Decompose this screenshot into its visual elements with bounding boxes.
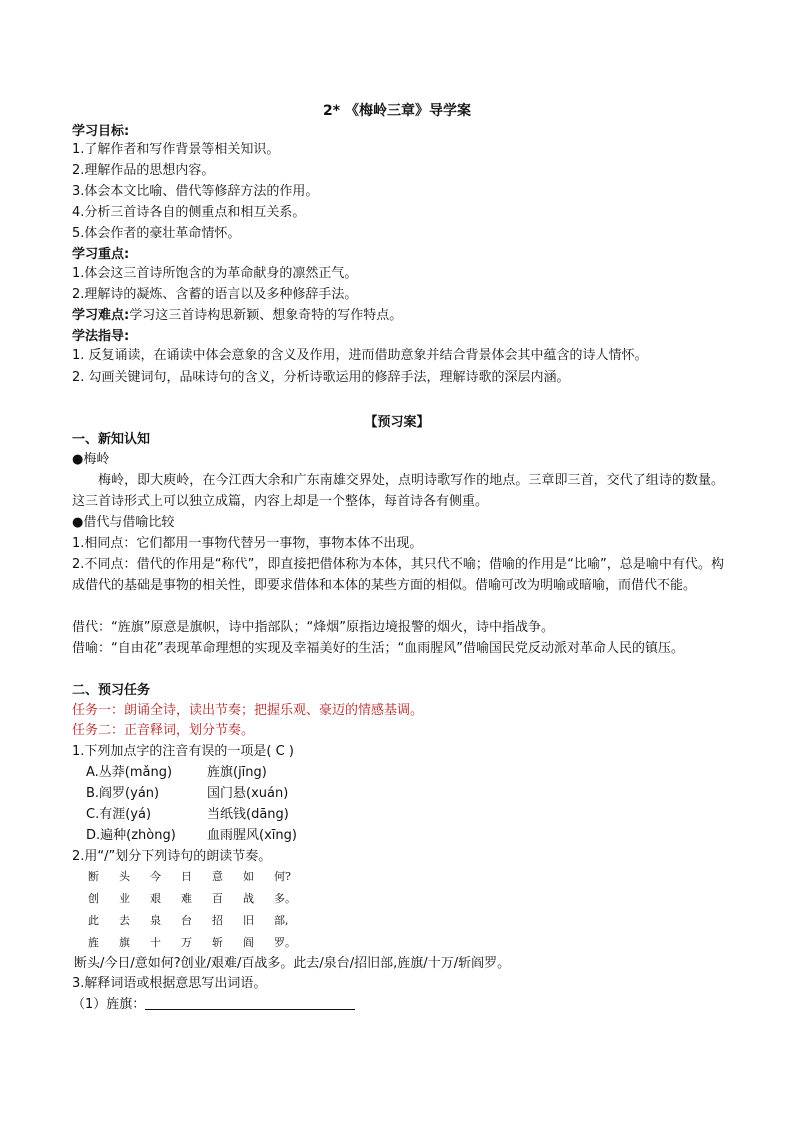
poem-char: 多。	[274, 892, 296, 905]
poem-char: 日	[181, 870, 192, 883]
question-two: 2.用“/”划分下列诗句的朗读节奏。	[72, 849, 272, 864]
question-three: 3.解释词语或根据意思写出词语。	[72, 976, 267, 991]
poem-char: 罗。	[274, 936, 296, 949]
option-c-second: 当纸钱(dāng)	[207, 807, 289, 822]
poem-char: 何?	[274, 870, 291, 883]
poem-char: 部,	[274, 914, 289, 927]
method-heading: 学法指导:	[72, 329, 130, 344]
poem-char: 旧	[243, 914, 254, 927]
poem-line	[88, 934, 305, 950]
jieyu-example: 借喻：“自由花”表现革命理想的实现及幸福美好的生活；“血雨腥风”借喻国民党反动派对革命人民的镇压。	[72, 641, 684, 656]
poem-char: 业	[119, 892, 130, 905]
objective-item: 1.了解作者和写作背景等相关知识。	[72, 142, 280, 157]
objective-item: 2.理解作品的思想内容。	[72, 163, 215, 178]
jiedai-heading: ●借代与借喻比较	[72, 515, 175, 530]
poem-char: 万	[181, 936, 192, 949]
option-a: A.丛莽(mǎng)	[86, 765, 173, 780]
poem-char: 台	[181, 914, 192, 927]
method-item: 1. 反复诵读，在诵读中体会意象的含义及作用，进而借助意象并结合背景体会其中蕴含的诗人情怀。	[72, 348, 648, 363]
poem-char: 旗	[119, 936, 130, 949]
same-point: 1.相同点：它们都用一事物代替另一事物，事物本体不出现。	[72, 536, 423, 551]
section-heading: 二、预习任务	[72, 683, 151, 698]
poem-char: 意	[212, 870, 223, 883]
question-three-item	[72, 995, 732, 1015]
keypoint-item: 1.体会这三首诗所饱含的为革命献身的凛然正气。	[72, 266, 358, 281]
meiling-heading: ●梅岭	[72, 452, 110, 467]
poem-char: 十	[150, 936, 161, 949]
option-b-second: 国门悬(xuán)	[207, 786, 289, 801]
option-a-second: 旌旗(jīng)	[207, 765, 267, 780]
option-b: B.阎罗(yán)	[86, 786, 160, 801]
preview-heading: 【预习案】	[364, 415, 430, 430]
objective-item: 4.分析三首诗各自的侧重点和相互关系。	[72, 205, 306, 220]
poem-line	[88, 890, 305, 906]
poem-char: 去	[119, 914, 130, 927]
poem-line	[88, 912, 305, 928]
difficulty-text: 学习这三首诗构思新颖、想象奇特的写作特点。	[129, 308, 403, 323]
task-two: 任务二：正音释词，划分节奏。	[72, 723, 255, 738]
poem-char: 斩	[212, 936, 223, 949]
poem-char: 创	[88, 892, 99, 905]
jiedai-example: 借代：“旌旗”原意是旗帜，诗中指部队；“烽烟”原指边境报警的烟火，诗中指战争。	[72, 620, 554, 635]
keypoints-heading: 学习重点:	[72, 247, 130, 262]
poem-char: 战	[243, 892, 254, 905]
answer-blank[interactable]	[145, 995, 355, 1010]
poem-char: 难	[181, 892, 192, 905]
difficulty-line	[72, 306, 732, 326]
objective-item: 3.体会本文比喻、借代等修辞方法的作用。	[72, 184, 319, 199]
poem-char: 断	[88, 870, 99, 883]
poem-char: 招	[212, 914, 223, 927]
poem-char: 此	[88, 914, 99, 927]
objective-item: 5.体会作者的豪壮革命情怀。	[72, 226, 241, 241]
document-title: 2* 《梅岭三章》导学案	[323, 103, 471, 119]
option-c: C.有涯(yá)	[86, 807, 152, 822]
method-item: 2. 勾画关键词句，品味诗句的含义，分析诗歌运用的修辞手法，理解诗歌的深层内涵。	[72, 370, 570, 385]
section-heading: 一、新知认知	[72, 432, 151, 447]
difficulty-label: 学习难点:	[72, 308, 130, 323]
objectives-heading: 学习目标:	[72, 124, 130, 139]
poem-char: 百	[212, 892, 223, 905]
poem-char: 头	[119, 870, 130, 883]
poem-char: 阎	[243, 936, 254, 949]
diff-paragraph: 2.不同点：借代的作用是“称代”，即直接把借体称为本体，其只代不喻；借喻的作用是“比喻”，总是喻中有代。构成借代的基础是事物的相关性，即要求借体和本体的某些方面的相似。借喻可改为明喻或暗喻，而借代不能。	[72, 557, 724, 593]
poem-char: 如	[243, 870, 254, 883]
keypoint-item: 2.理解诗的凝炼、含蓄的语言以及多种修辞手法。	[72, 287, 358, 302]
poem-char: 泉	[150, 914, 161, 927]
poem-char: 艰	[150, 892, 161, 905]
poem-char: 旌	[88, 936, 99, 949]
meiling-paragraph: 梅岭，即大庾岭，在今江西大余和广东南雄交界处，点明诗歌写作的地点。三章即三首，交代了组诗的数量。这三首诗形式上可以独立成篇，内容上却是一个整体，每首诗各有侧重。	[72, 473, 724, 509]
option-d: D.遍种(zhòng)	[86, 828, 176, 843]
poem-line	[88, 868, 305, 884]
answer-two: 断头/今日/意如何?创业/艰难/百战多。此去/泉台/招旧部,旌旗/十万/斩阎罗。	[74, 956, 511, 971]
item-label: （1）旌旗：	[72, 997, 146, 1012]
option-d-second: 血雨腥风(xīng)	[207, 828, 297, 843]
question-one: 1.下列加点字的注音有误的一项是( C )	[72, 744, 294, 759]
poem-char: 今	[150, 870, 161, 883]
task-one: 任务一：朗诵全诗，读出节奏；把握乐观、豪迈的情感基调。	[72, 703, 424, 718]
